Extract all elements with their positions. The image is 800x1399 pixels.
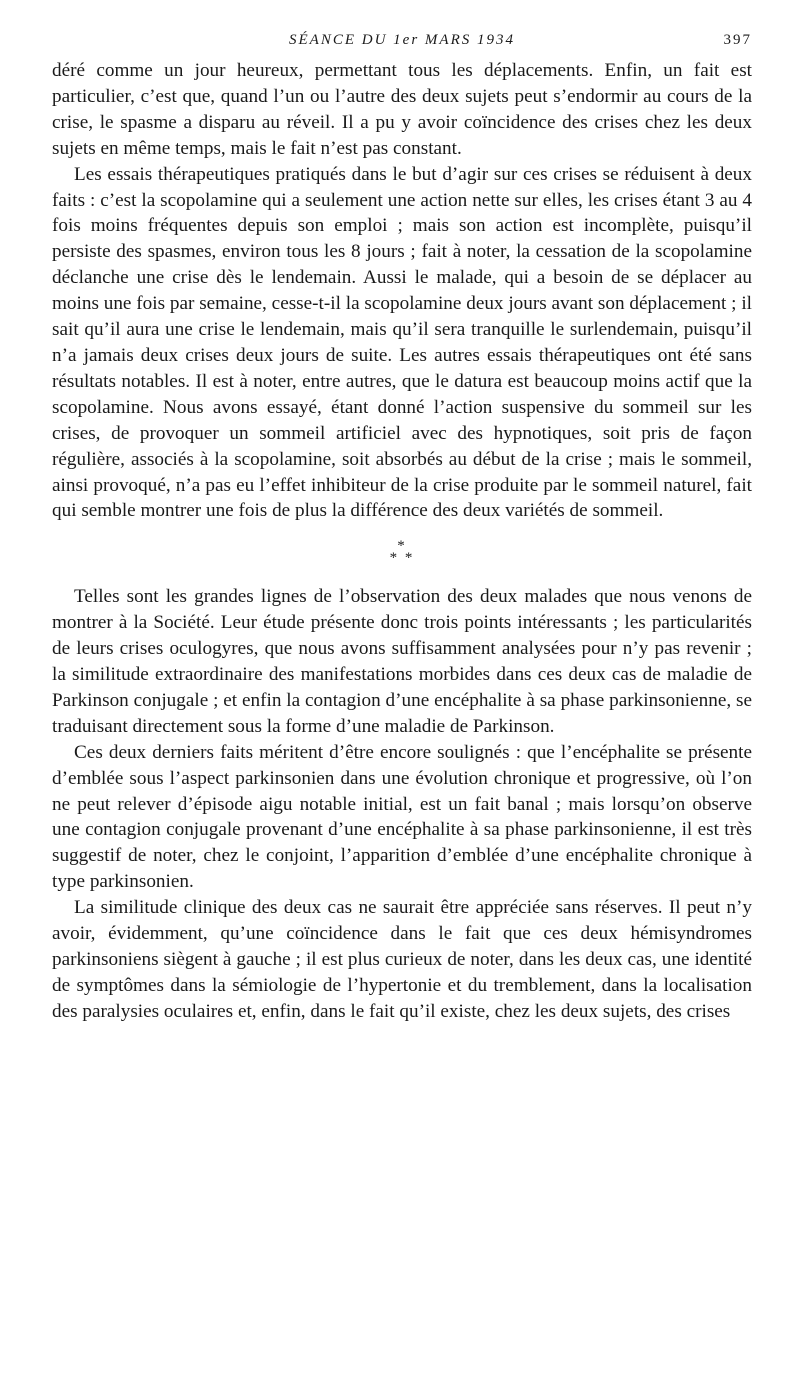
paragraph-2: Les essais thérapeutiques pratiqués dans le but d’agir sur ces crises se réduisent à deux faits : c’est la scopolamine qui a seulement une action nette sur elles, les crises étant 3 au 4 fois moins fréquentes depuis son emploi ; mais son action est incomplète, puisqu’il persiste des spasmes, environ tous les 8 jours ; fait à noter, la cessation de la scopolamine déclanche une crise dès le lendemain. Aussi le malade, qui a besoin de se déplacer au moins une fois par semaine, cesse-t-il la scopolamine deux jours avant son déplacement ; il sait qu’il aura une crise le lendemain, mais qu’il sera tranquille le surlendemain, puisqu’il n’a jamais deux crises deux jours de suite. Les autres essais thérapeutiques ont été sans résultats notables. Il est à noter, entre autres, que le datura est beaucoup moins actif que la scopolamine. Nous avons essayé, étant donné l’action suspensive du sommeil sur les crises, de provoquer un sommeil artificiel avec des hypnotiques, soit pris de façon régulière, associés à la scopolamine, soit absorbés au début de la crise ; mais le sommeil, ainsi provoqué, n’a pas eu l’effet inhibiteur de la crise produite par le sommeil naturel, fait qui semble montrer une fois de plus la différence des deux variétés de sommeil. bbox=[52, 163, 752, 522]
paragraph-3: Telles sont les grandes lignes de l’observation des deux malades que nous venons de montrer à la Société. Leur étude présente donc trois points intéressants ; les particularités de leurs crises oculogyres, que nous avons suffisamment analysées pour n’y pas revenir ; la similitude extraordinaire des manifestations morbides dans ces deux cas de maladie de Parkinson conjugale ; et enfin la contagion d’une encéphalite à sa phase parkinsonienne, se traduisant directement sous la forme d’une maladie de Parkinson. bbox=[52, 586, 752, 737]
paragraph-1: déré comme un jour heureux, permettant tous les déplacements. Enfin, un fait est particulier, c’est que, quand l’un ou l’autre des deux sujets peut s’endormir au cours de la crise, le spasme a disparu au réveil. Il a pu y avoir coïncidence des crises chez les deux sujets en même temps, mais le fait n’est pas constant. bbox=[52, 60, 752, 159]
asterism-top: * bbox=[397, 538, 407, 555]
paragraph-5: La similitude clinique des deux cas ne saurait être appréciée sans réserves. Il peut n’y avoir, évidemment, qu’une coïncidence dans le fait que ces deux hémisyndromes parkinsoniens siègent à gauche ; il est plus curieux de noter, dans les deux cas, une identité de symptômes dans la sémiologie de l’hypertonie et du tremblement, dans la localisation des paralysies oculaires et, enfin, dans le fait qu’il existe, chez les deux sujets, des crises bbox=[52, 897, 752, 1022]
paragraph-4: Ces deux derniers faits méritent d’être encore soulignés : que l’encéphalite se présente d’emblée sous l’aspect parkinsonien dans une évolution chronique et progressive, où l’on ne peut relever d’épisode aigu notable initial, est un fait banal ; mais lorsqu’on observe une contagion conjugale provenant d’une encéphalite à sa phase parkinsonienne, il est très suggestif de noter, chez le conjoint, l’apparition d’emblée d’une encéphalite chronique à type parkinsonien. bbox=[52, 741, 752, 893]
asterism-bottom: * * bbox=[389, 550, 415, 567]
running-title: SÉANCE DU 1er MARS 1934 bbox=[289, 32, 515, 48]
section-asterism bbox=[52, 538, 752, 567]
page-number: 397 bbox=[723, 32, 752, 48]
running-head bbox=[52, 32, 752, 58]
